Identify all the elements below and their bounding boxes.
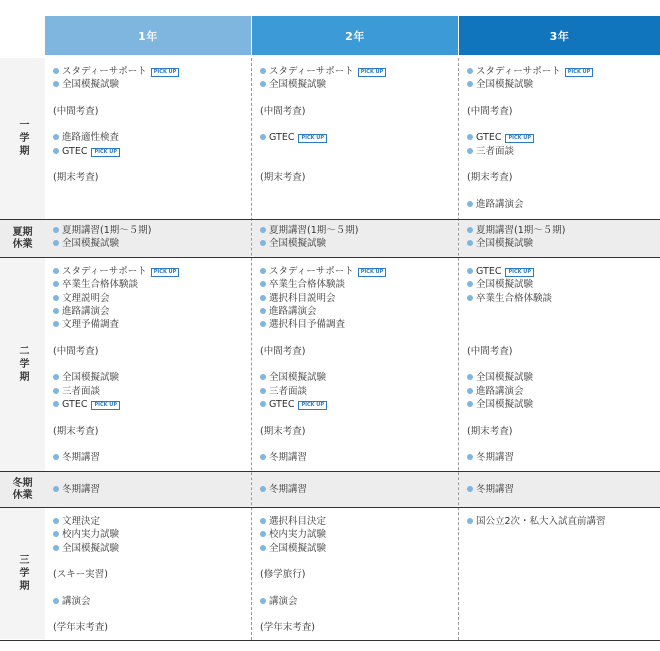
event-text: 卒業生合格体験談: [62, 279, 139, 291]
row-label-summer-line2: 休業: [12, 238, 33, 250]
pick-up-badge: PICK UP: [298, 134, 327, 143]
bullet-icon: [53, 281, 59, 287]
bullet-icon: [260, 374, 266, 380]
spacer: [467, 331, 656, 344]
event-item: [467, 237, 656, 250]
bullet-icon: [53, 486, 59, 492]
bullet-icon: [260, 598, 266, 604]
event-item: [260, 237, 454, 250]
pick-up-badge: PICK UP: [151, 268, 180, 277]
event-text: 全国模擬試験: [476, 398, 534, 410]
event-text: (中間考査): [53, 105, 99, 117]
cell-term3-year3: [459, 508, 660, 639]
bullet-icon: [53, 148, 59, 154]
cell-term2-year2: [252, 258, 458, 471]
exam-period-note: [53, 171, 247, 184]
header-corner: [0, 16, 45, 55]
event-item: [53, 305, 247, 318]
event-text: 選択科目予備調査: [269, 319, 346, 331]
pick-up-badge: PICK UP: [505, 134, 534, 143]
event-item: [467, 398, 656, 411]
row-label-term2: 二学期: [0, 258, 45, 471]
event-item: [53, 483, 247, 496]
event-item: [53, 65, 247, 78]
event-item: [260, 65, 454, 78]
spacer: [260, 158, 454, 171]
event-text: 進路講演会: [269, 305, 317, 317]
exam-period-note: [467, 345, 656, 358]
event-text: 三者面談: [62, 385, 101, 397]
bullet-icon: [467, 68, 473, 74]
event-text: 校内実力試験: [62, 529, 120, 541]
bullet-icon: [260, 227, 266, 233]
spacer: [260, 145, 454, 158]
event-text: 文理予備調査: [62, 319, 120, 331]
event-text: 校内実力試験: [269, 529, 327, 541]
bullet-icon: [53, 81, 59, 87]
event-item: [53, 515, 247, 528]
event-item: [53, 385, 247, 398]
event-text: 夏期講習(1期～５期): [476, 225, 566, 236]
event-item: [260, 292, 454, 305]
event-text: 冬期講習: [62, 452, 101, 464]
event-text: 全国模擬試験: [476, 279, 534, 291]
event-item: [53, 131, 247, 144]
event-item: [53, 318, 247, 331]
event-text: (スキー実習): [53, 569, 108, 581]
spacer: [260, 92, 454, 105]
spacer: [260, 411, 454, 424]
bullet-icon: [467, 388, 473, 394]
event-text: 夏期講習(1期～５期): [62, 225, 152, 236]
exam-period-note: [53, 568, 247, 581]
bullet-icon: [260, 240, 266, 246]
spacer: [467, 358, 656, 371]
event-text: 全国模擬試験: [476, 79, 534, 91]
bullet-icon: [53, 545, 59, 551]
event-text: 卒業生合格体験談: [269, 279, 346, 291]
event-item: [53, 528, 247, 541]
pick-up-badge: PICK UP: [298, 401, 327, 410]
event-text: (学年末考査): [260, 622, 315, 634]
event-item: [260, 371, 454, 384]
event-item: [467, 224, 656, 237]
event-text: 三者面談: [269, 385, 308, 397]
bullet-icon: [260, 81, 266, 87]
event-item: [53, 224, 247, 237]
pick-up-badge: PICK UP: [358, 68, 387, 77]
bullet-icon: [260, 268, 266, 274]
event-text: GTEC: [476, 266, 502, 277]
event-text: GTEC: [269, 132, 295, 144]
event-item: [467, 198, 656, 211]
row-label-term3: 三学期: [0, 508, 45, 639]
row-divider: [0, 257, 660, 258]
event-item: [467, 483, 656, 496]
event-text: 全国模擬試験: [62, 79, 120, 91]
header-year-2: 2年: [252, 16, 458, 55]
pick-up-badge: PICK UP: [505, 268, 534, 277]
event-item: [260, 278, 454, 291]
bullet-icon: [260, 518, 266, 524]
event-item: [53, 595, 247, 608]
row-divider: [0, 471, 660, 472]
event-text: (期末考査): [260, 425, 306, 437]
event-item: [467, 145, 656, 158]
event-text: スタディーサポート: [62, 266, 147, 277]
event-text: スタディーサポート: [476, 66, 561, 77]
event-text: (学年末考査): [53, 622, 108, 634]
row-label-winter: [0, 472, 45, 507]
bullet-icon: [53, 388, 59, 394]
event-text: (修学旅行): [260, 569, 306, 581]
event-item: [260, 483, 454, 496]
bullet-icon: [467, 295, 473, 301]
event-text: 全国模擬試験: [269, 372, 327, 384]
pick-up-badge: PICK UP: [565, 68, 594, 77]
bullet-icon: [53, 68, 59, 74]
bullet-icon: [53, 295, 59, 301]
exam-period-note: [260, 621, 454, 634]
event-text: 進路適性検査: [62, 132, 120, 144]
table-bottom-border: [0, 640, 660, 641]
event-text: スタディーサポート: [269, 66, 354, 77]
event-text: 全国模擬試験: [269, 542, 327, 554]
event-text: 文理決定: [62, 516, 101, 527]
bullet-icon: [260, 308, 266, 314]
event-text: 文理説明会: [62, 292, 110, 304]
event-item: [467, 265, 656, 278]
bullet-icon: [260, 545, 266, 551]
event-text: 全国模擬試験: [269, 79, 327, 91]
cell-term1-year3: [459, 58, 660, 219]
spacer: [260, 438, 454, 451]
cell-summer-year3: [459, 220, 660, 257]
event-text: スタディーサポート: [269, 266, 354, 277]
pick-up-badge: PICK UP: [151, 68, 180, 77]
event-text: 進路講演会: [476, 385, 524, 397]
spacer: [467, 185, 656, 198]
spacer: [53, 118, 247, 131]
event-item: [260, 318, 454, 331]
bullet-icon: [467, 281, 473, 287]
cell-winter-year3: [459, 472, 660, 507]
bullet-icon: [467, 518, 473, 524]
event-text: 冬期講習: [476, 452, 515, 464]
row-label-summer-line1: 夏期: [12, 226, 33, 238]
row-summer: [0, 220, 660, 257]
bullet-icon: [260, 486, 266, 492]
event-text: (中間考査): [53, 345, 99, 357]
event-text: (期末考査): [467, 172, 513, 184]
event-text: 三者面談: [476, 145, 515, 157]
event-text: (中間考査): [467, 105, 513, 117]
cell-summer-year2: [252, 220, 458, 257]
event-item: [260, 451, 454, 464]
bullet-icon: [53, 454, 59, 460]
bullet-icon: [53, 134, 59, 140]
cell-term3-year1: [45, 508, 251, 639]
bullet-icon: [53, 240, 59, 246]
bullet-icon: [467, 486, 473, 492]
event-item: [53, 292, 247, 305]
spacer: [53, 411, 247, 424]
event-item: [53, 398, 247, 411]
bullet-icon: [53, 268, 59, 274]
row-divider: [0, 507, 660, 508]
bullet-icon: [53, 598, 59, 604]
event-text: (期末考査): [53, 172, 99, 184]
event-text: スタディーサポート: [62, 66, 147, 77]
row-winter: [0, 472, 660, 507]
event-item: [260, 515, 454, 528]
bullet-icon: [53, 401, 59, 407]
header-year-3: 3年: [459, 16, 660, 55]
bullet-icon: [467, 268, 473, 274]
event-text: (中間考査): [467, 345, 513, 357]
event-text: 選択科目説明会: [269, 292, 336, 304]
event-text: 国公立2次・私大入試直前講習: [476, 516, 606, 527]
event-text: 講演会: [269, 595, 298, 607]
event-text: (期末考査): [260, 172, 306, 184]
exam-period-note: [260, 345, 454, 358]
event-item: [467, 78, 656, 91]
event-text: 選択科目決定: [269, 516, 327, 527]
bullet-icon: [467, 81, 473, 87]
event-item: [467, 385, 656, 398]
bullet-icon: [53, 227, 59, 233]
event-text: (中間考査): [260, 345, 306, 357]
event-item: [467, 451, 656, 464]
spacer: [53, 581, 247, 594]
row-label-term1: 一学期: [0, 58, 45, 219]
event-item: [53, 371, 247, 384]
bullet-icon: [53, 531, 59, 537]
spacer: [53, 438, 247, 451]
spacer: [53, 555, 247, 568]
row-term3: [0, 508, 660, 639]
event-text: (中間考査): [260, 105, 306, 117]
event-text: 全国模擬試験: [476, 238, 534, 250]
cell-term1-year1: [45, 58, 251, 219]
event-item: [260, 78, 454, 91]
event-text: 講演会: [62, 595, 91, 607]
row-term2: [0, 258, 660, 471]
exam-period-note: [467, 105, 656, 118]
bullet-icon: [260, 401, 266, 407]
event-text: 卒業生合格体験談: [476, 292, 553, 304]
event-item: [467, 65, 656, 78]
event-text: 全国模擬試験: [62, 542, 120, 554]
event-text: 冬期講習: [269, 484, 308, 495]
event-item: [53, 265, 247, 278]
bullet-icon: [260, 281, 266, 287]
cell-term1-year2: [252, 58, 458, 219]
spacer: [53, 608, 247, 621]
spacer: [260, 608, 454, 621]
bullet-icon: [260, 68, 266, 74]
bullet-icon: [467, 134, 473, 140]
event-text: GTEC: [62, 398, 88, 410]
exam-period-note: [260, 425, 454, 438]
bullet-icon: [260, 531, 266, 537]
cell-term3-year2: [252, 508, 458, 639]
bullet-icon: [260, 134, 266, 140]
exam-period-note: [53, 345, 247, 358]
bullet-icon: [467, 148, 473, 154]
event-text: 夏期講習(1期～５期): [269, 225, 359, 236]
bullet-icon: [260, 295, 266, 301]
bullet-icon: [467, 240, 473, 246]
spacer: [260, 331, 454, 344]
exam-period-note: [260, 171, 454, 184]
cell-summer-year1: [45, 220, 251, 257]
spacer: [260, 581, 454, 594]
spacer: [53, 358, 247, 371]
event-text: 冬期講習: [62, 484, 101, 495]
bullet-icon: [53, 374, 59, 380]
event-item: [53, 78, 247, 91]
event-item: [467, 131, 656, 144]
bullet-icon: [260, 388, 266, 394]
event-text: 進路講演会: [476, 198, 524, 210]
event-text: 全国模擬試験: [476, 372, 534, 384]
spacer: [467, 411, 656, 424]
event-text: (期末考査): [53, 425, 99, 437]
event-text: (期末考査): [467, 425, 513, 437]
row-label-summer: [0, 220, 45, 257]
event-text: GTEC: [476, 132, 502, 144]
spacer: [467, 438, 656, 451]
bullet-icon: [53, 308, 59, 314]
event-text: 全国模擬試験: [269, 238, 327, 250]
spacer: [467, 158, 656, 171]
event-text: 進路講演会: [62, 305, 110, 317]
bullet-icon: [467, 201, 473, 207]
exam-period-note: [260, 105, 454, 118]
spacer: [53, 92, 247, 105]
event-item: [467, 278, 656, 291]
event-item: [260, 224, 454, 237]
event-item: [260, 305, 454, 318]
exam-period-note: [53, 621, 247, 634]
bullet-icon: [467, 227, 473, 233]
spacer: [467, 305, 656, 318]
exam-period-note: [53, 105, 247, 118]
bullet-icon: [467, 401, 473, 407]
cell-winter-year1: [45, 472, 251, 507]
bullet-icon: [53, 321, 59, 327]
event-text: 冬期講習: [269, 452, 308, 464]
event-item: [260, 385, 454, 398]
event-item: [467, 371, 656, 384]
event-text: GTEC: [269, 398, 295, 410]
spacer: [260, 118, 454, 131]
spacer: [260, 555, 454, 568]
cell-term2-year3: [459, 258, 660, 471]
exam-period-note: [467, 171, 656, 184]
column-divider: [251, 58, 252, 640]
pick-up-badge: PICK UP: [91, 148, 120, 157]
bullet-icon: [260, 454, 266, 460]
event-item: [53, 145, 247, 158]
bullet-icon: [467, 454, 473, 460]
event-item: [260, 398, 454, 411]
row-term1: [0, 58, 660, 219]
event-item: [53, 278, 247, 291]
spacer: [53, 331, 247, 344]
event-text: 冬期講習: [476, 484, 515, 495]
bullet-icon: [260, 321, 266, 327]
row-label-winter-line2: 休業: [12, 489, 33, 501]
row-divider: [0, 219, 660, 220]
event-item: [260, 595, 454, 608]
event-item: [467, 515, 656, 528]
event-item: [53, 542, 247, 555]
exam-period-note: [53, 425, 247, 438]
cell-term2-year1: [45, 258, 251, 471]
event-text: GTEC: [62, 145, 88, 157]
event-text: 全国模擬試験: [62, 238, 120, 250]
header-year-1: 1年: [45, 16, 251, 55]
exam-period-note: [260, 568, 454, 581]
bullet-icon: [467, 374, 473, 380]
pick-up-badge: PICK UP: [358, 268, 387, 277]
cell-winter-year2: [252, 472, 458, 507]
event-item: [53, 237, 247, 250]
row-label-winter-line1: 冬期: [12, 477, 33, 489]
event-item: [260, 131, 454, 144]
column-divider: [458, 58, 459, 640]
bullet-icon: [53, 518, 59, 524]
event-item: [53, 451, 247, 464]
pick-up-badge: PICK UP: [91, 401, 120, 410]
spacer: [53, 158, 247, 171]
event-item: [260, 265, 454, 278]
event-item: [467, 292, 656, 305]
event-text: 全国模擬試験: [62, 372, 120, 384]
exam-period-note: [467, 425, 656, 438]
event-item: [260, 542, 454, 555]
spacer: [467, 118, 656, 131]
spacer: [467, 92, 656, 105]
event-item: [260, 528, 454, 541]
spacer: [467, 318, 656, 331]
spacer: [260, 358, 454, 371]
